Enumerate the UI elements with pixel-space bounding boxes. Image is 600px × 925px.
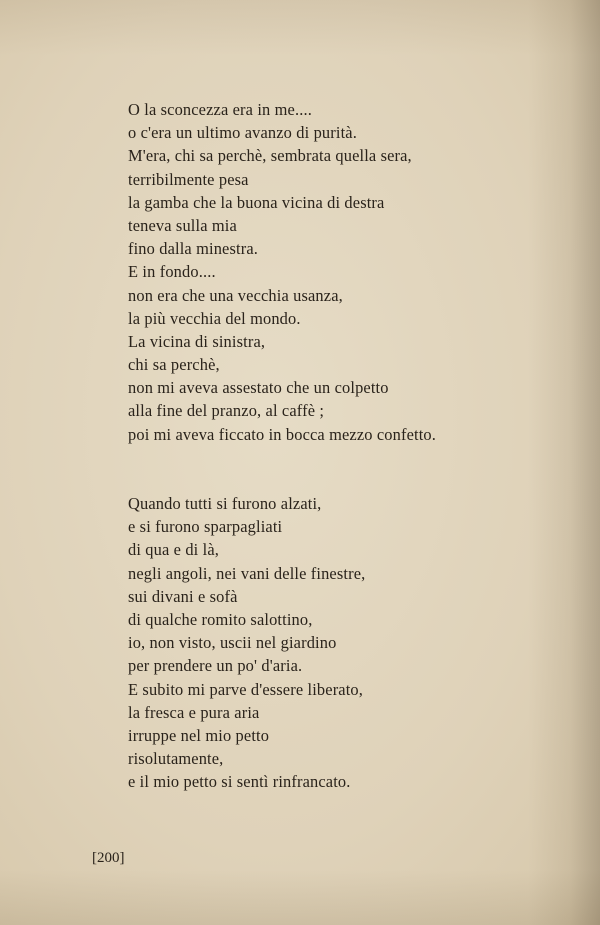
poem-line: La vicina di sinistra,: [128, 331, 266, 351]
poem-line: sui divani e sofà: [128, 586, 238, 606]
poem-line: di qualche romito salottino,: [128, 609, 313, 629]
poem-line: di qua e di là,: [128, 540, 220, 560]
poem-line: Quando tutti si furono alzati,: [128, 494, 322, 513]
page-number: [200]: [92, 850, 125, 866]
poem-line: negli angoli, nei vani delle finestre,: [128, 563, 366, 583]
poem-line: o c'era un ultimo avanzo di purità.: [128, 123, 357, 143]
poem-line: fino dalla minestra.: [128, 239, 258, 259]
poem-line: io, non visto, uscii nel giardino: [128, 633, 337, 653]
stanza-1: [128, 98, 436, 446]
poem-line: teneva sulla mia: [128, 215, 237, 235]
poem-line: la più vecchia del mondo.: [128, 308, 301, 328]
poem-line: E subito mi parve d'essere liberato,: [128, 679, 364, 699]
poem-line: non mi aveva assestato che un colpetto: [128, 378, 389, 398]
poem-line: irruppe nel mio petto: [128, 725, 270, 745]
poem-line: la gamba che la buona vicina di destra: [128, 192, 385, 212]
poem-line: e il mio petto si sentì rinfrancato.: [128, 772, 351, 792]
poem-line: alla fine del pranzo, al caffè ;: [128, 401, 325, 421]
poem-line: risolutamente,: [128, 749, 224, 769]
poem-line: e si furono sparpagliati: [128, 517, 283, 537]
poem-line: E in fondo....: [128, 262, 216, 282]
poem-line: la fresca e pura aria: [128, 702, 260, 722]
poem-line: poi mi aveva ficcato in bocca mezzo confetto.: [128, 424, 437, 444]
poem-line: M'era, chi sa perchè, sembrata quella sera,: [128, 146, 412, 166]
poem-line: terribilmente pesa: [128, 169, 249, 189]
stanza-2: [128, 492, 365, 793]
poem-line: per prendere un po' d'aria.: [128, 656, 303, 676]
poem-line: O la sconcezza era in me....: [128, 100, 312, 119]
poem-line: non era che una vecchia usanza,: [128, 285, 343, 305]
poem-line: chi sa perchè,: [128, 355, 220, 375]
